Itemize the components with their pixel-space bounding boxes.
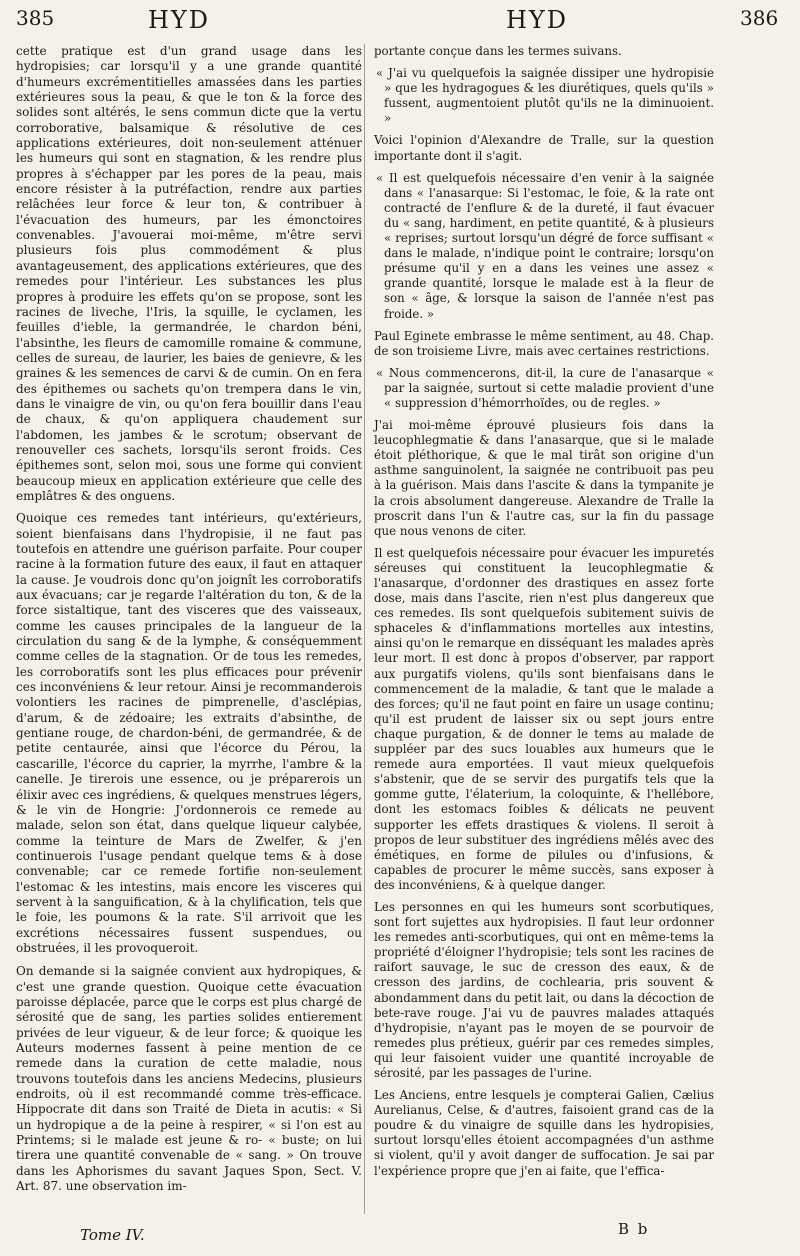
right-paragraph-7: Les Anciens, entre lesquels je compterai Galien, Cælius Aurelianus, Celse, & d'autres, faisoient grand cas de la poudre & du vinaigre de squille dans les hydropisies, surtout lorsqu'elles étoient accompagnées d'un asthme si violent, qu'il y avoit danger de suffocation. Je sai par l'expérience propre que j'en ai faite, que l'effica- (374, 1088, 714, 1178)
right-paragraph-4: J'ai moi-même éprouvé plusieurs fois dans la leucophlegmatie & dans l'anasarque, que si le malade étoit pléthorique, & que le mal tirât son origine d'un asthme sanguinolent, la saignée ne contribuoit pas peu à la guérison. Mais dans l'ascite & dans la tympanite je la crois absolument dangereuse. Alexandre de Tralle la proscrit dans l'un & l'autre cas, sur la fin du passage que nous venons de citer. (374, 418, 714, 538)
left-running-head: HYD (148, 6, 211, 34)
right-paragraph-1: portante conçue dans les termes suivans. (374, 44, 622, 58)
left-paragraph-1: cette pratique est d'un grand usage dans les hydropisies; car lorsqu'il y a une grande quantité d'humeurs excrémentitielles amassées dans les parties extérieures sous la peau, & que le ton & la force des solides sont altérés, le sens commun dicte que la vertu corroborative, balsamique & résolutive de ces applications extérieures, doit non-seulement atténuer les humeurs qui sont en stagnation, & les rendre plus propres à s'échapper par les pores de la peau, mais encore résister à la putréfaction, rendre aux parties relâchées leur force & leur ton, & contribuer à l'évacuation des humeurs, par les émonctoires convenables. J'avouerai moi-même, m'être servi plusieurs fois plus commodément & plus avantageusement, des applications extérieures, que des remedes pour l'intérieur. Les substances les plus propres à produire les effets qu'on se propose, sont les racines de liveche, l'Iris, la squille, le cyclamen, les feuilles d'ieble, la germandrée, le chardon béni, l'absinthe, les fleurs de camomille romaine & commune, celles de sureau, de laurier, les baies de genievre, & les graines & les semences de carvi & de cumin. On en fera des épithemes ou sachets qu'on trempera dans le vin, dans le vinaigre de vin, ou qu'on fera bouillir dans l'eau de chaux, & qu'on appliquera chaudement sur l'abdomen, les jambes & le scrotum; observant de renouveller ces sachets, lorsqu'ils seront froids. Ces épithemes sont, selon moi, sous une forme qui convient beaucoup mieux en application extérieure que celle des emplâtres & des onguens. (16, 44, 362, 503)
right-paragraph-6: Les personnes en qui les humeurs sont scorbutiques, sont fort sujettes aux hydropisies. Il faut leur ordonner les remedes anti-scorbutiques, qui ont en même-tems la propriété d'éloigner l'hydropisie; tels sont les racines de raifort sauvage, le suc de cresson des eaux, & de cresson des jardins, de cochlearia, pris souvent & abondamment dans du petit lait, ou dans la décoction de bete-rave rouge. J'ai vu de pauvres malades attaqués d'hydropisie, n'ayant pas le moyen de se pourvoir de remedes plus prétieux, guérir par ces remedes simples, qui leur faisoient vuider une quantité incroyable de sérosité, par les passages de l'urine. (374, 899, 714, 1080)
right-quote-3: « Nous commencerons, dit-il, la cure de l'anasarque « par la saignée, surtout si cette maladie provient d'une « suppression d'hémorrhoïdes, ou de regles. » (376, 365, 714, 410)
left-page-number: 385 (16, 6, 55, 30)
column-divider (364, 44, 365, 1214)
signature-mark: B b (618, 1220, 650, 1238)
left-paragraph-2: Quoique ces remedes tant intérieurs, qu'extérieurs, soient bienfaisans dans l'hydropisie, il ne faut pas toutefois en attendre une guérison parfaite. Pour couper racine à la formation future des eaux, il faut en attaquer la cause. Je voudrois donc qu'on joignît les corroboratifs aux évacuans; car je regarde l'altération du ton, & de la force sistaltique, tant des visceres que des vaisseaux, comme les causes principales de la langueur de la circulation du sang & de la lymphe, & conséquemment comme celles de la stagnation. Or de tous les remedes, les corroboratifs sont les plus efficaces pour prévenir ces inconvéniens & leur retour. Ainsi je recommanderois volontiers les racines de pimprenelle, d'asclépias, d'arum, & de zédoaire; les extraits d'absinthe, de gentiane rouge, de chardon-béni, de germandrée, & de petite centaurée, ainsi que l'écorce du Pérou, la cascarille, l'écorce du caprier, la myrrhe, l'ambre & la canelle. Je tirerois une essence, ou je préparerois un élixir avec ces ingrédiens, & quelques menstrues légers, & le vin de Hongrie: J'ordonnerois ce remede au malade, selon son état, dans quelque liqueur calybée, comme la teinture de Mars de Zwelfer, & j'en continuerois l'usage pendant quelque tems & à dose convenable; car ce remede fortifie non-seulement l'estomac & les intestins, mais encore les visceres qui servent à la sanguification, & à la chylification, tels que le foie, les poumons & la rate. S'il arrivoit que les excrétions nécessaires fussent suspendues, ou obstruées, il les provoqueroit. (16, 511, 362, 955)
right-paragraph-3: Paul Eginete embrasse le même sentiment, au 48. Chap. de son troisieme Livre, mais avec certaines restrictions. (374, 328, 714, 358)
right-quote-1: « J'ai vu quelquefois la saignée dissiper une hydropisie » que les hydragogues & les diurétiques, quels qu'ils » fussent, augmentoient plutôt qu'ils ne la diminuoient. » (376, 66, 714, 126)
right-column (374, 44, 714, 1186)
right-page-number: 386 (740, 6, 779, 30)
right-running-head: HYD (506, 6, 569, 34)
volume-footer: Tome IV. (80, 1226, 145, 1244)
right-quote-2: « Il est quelquefois nécessaire d'en venir à la saignée dans « l'anasarque: Si l'estomac, le foie, & la rate ont contracté de l'enflure & de la dureté, il faut évacuer du « sang, hardiment, en petite quantité, & à plusieurs « reprises; surtout lorsqu'un dégré de force suffisant « dans le malade, n'indique point le contraire; lorsqu'on présume qu'il y en a dans les veines une assez « grande quantité, lorsque le malade est à la fleur de son « âge, & lorsque la saison de l'année n'est pas froide. » (376, 170, 714, 321)
left-column (16, 44, 362, 1201)
left-paragraph-3: On demande si la saignée convient aux hydropiques, & c'est une grande question. Quoique cette évacuation paroisse déplacée, parce que le corps est plus chargé de sérosité que de sang, les parties solides entierement privées de leur vigueur, & de leur force; & quoique les Auteurs modernes fassent à peine mention de ce remede dans la curation de cette maladie, nous trouvons toutefois dans les anciens Medecins, plusieurs endroits, où il est recommandé comme très-efficace. Hippocrate dit dans son Traité de Dieta in acutis: « Si un hydropique a de la peine à respirer, « si l'on est au Printems; si le malade est jeune & ro- « buste; on lui tirera une quantité convenable de « sang. » On trouve dans les Aphorismes du savant Jaques Spon, Sect. V. Art. 87. une observation im- (16, 964, 362, 1194)
right-paragraph-2: Voici l'opinion d'Alexandre de Tralle, sur la question importante dont il s'agit. (374, 133, 714, 163)
right-paragraph-5: Il est quelquefois nécessaire pour évacuer les impuretés séreuses qui constituent la leucophlegmatie & l'anasarque, d'ordonner des drastiques en assez forte dose, mais dans l'ascite, rien n'est plus dangereux que ces remedes. Ils sont quelquefois subitement suivis de sphaceles & d'inflammations mortelles aux intestins, ainsi qu'on le remarque en disséquant les malades après leur mort. Il est donc à propos d'observer, par rapport aux purgatifs violens, qu'ils sont bienfaisans dans le commencement de la maladie, & tant que le malade a des forces; qu'il ne faut point en faire un usage continu; qu'il est prudent de laisser six ou sept jours entre chaque purgation, & de donner le tems au malade de suppléer par des sucs louables aux humeurs que le remede aura emportées. Il vaut mieux quelquefois s'abstenir, que de se servir des purgatifs tels que la gomme gutte, l'élaterium, la coloquinte, & l'hellébore, dont les estomacs foibles & délicats ne peuvent supporter les effets drastiques & violens. Il seroit à propos de leur substituer des ingrédiens mêlés avec des émétiques, en forme de pilules ou d'infusions, & capables de procurer le même succès, sans exposer à des inconvéniens, & à quelque danger. (374, 545, 714, 892)
